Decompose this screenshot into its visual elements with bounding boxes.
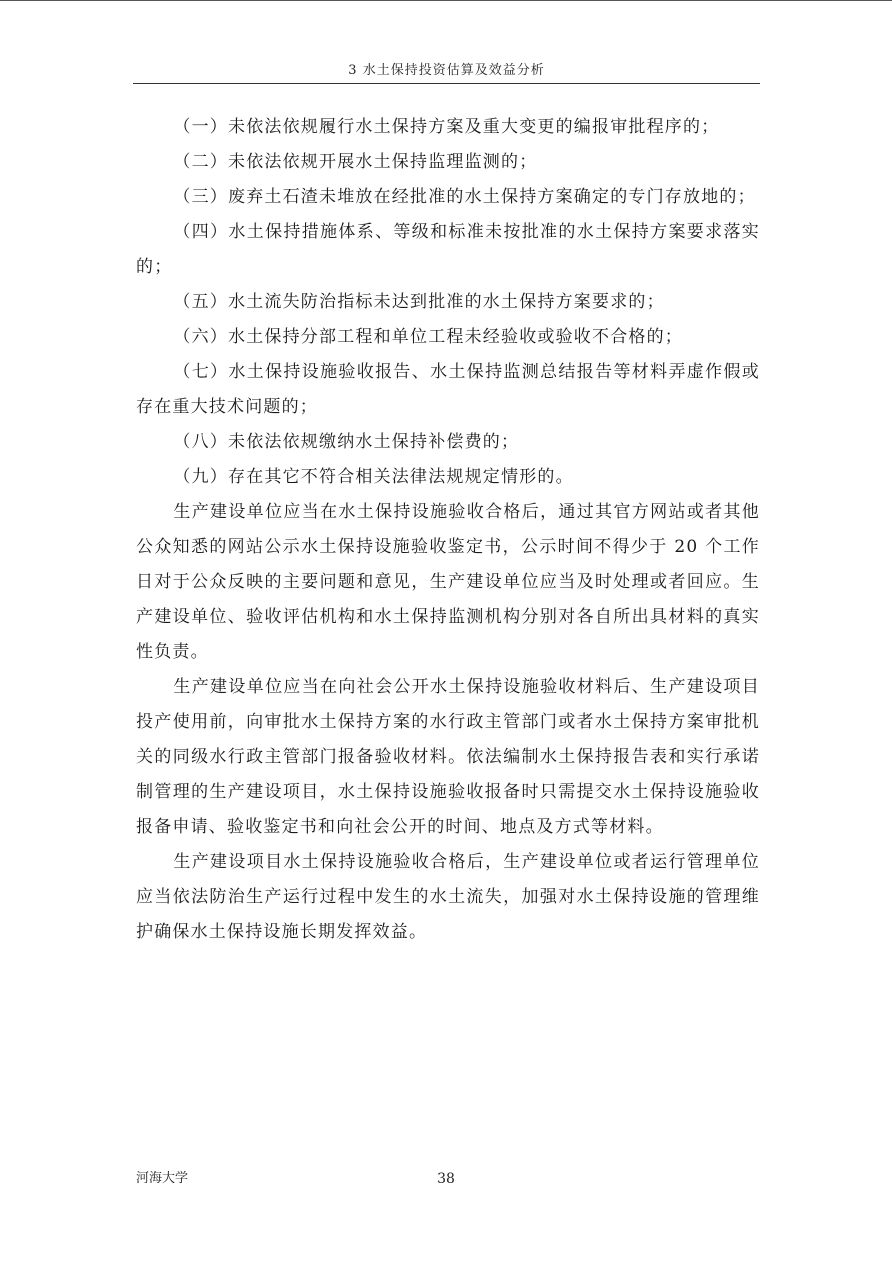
- list-item-9: （九）存在其它不符合相关法律法规规定情形的。: [173, 467, 574, 487]
- list-item-6: （六）水土保持分部工程和单位工程未经验收或验收不合格的；: [173, 327, 683, 347]
- list-item-3: （三）废弃土石渣未堆放在经批准的水土保持方案确定的专门存放地的；: [173, 187, 756, 207]
- list-item-5: （五）水土流失防治指标未达到批准的水土保持方案要求的；: [173, 292, 665, 312]
- list-item-7: （七）水土保持设施验收报告、水土保持监测总结报告等材料弄虚作假或存在重大技术问题的；: [136, 362, 760, 417]
- list-item-2: （二）未依法依规开展水土保持监理监测的；: [173, 152, 538, 172]
- paragraph-maintenance: 生产建设项目水土保持设施验收合格后，生产建设单位或者运行管理单位应当依法防治生产运行过程中发生的水土流失，加强对水土保持设施的管理维护确保水土保持设施长期发挥效益。: [136, 852, 760, 942]
- page-number: 38: [437, 1171, 455, 1187]
- page-body: [136, 110, 760, 950]
- footer-institution: 河海大学: [136, 1171, 189, 1186]
- list-item-1: （一）未依法依规履行水土保持方案及重大变更的编报审批程序的；: [173, 117, 720, 137]
- list-item-4: （四）水土保持措施体系、等级和标准未按批准的水土保持方案要求落实的；: [136, 222, 760, 277]
- list-item-8: （八）未依法依规缴纳水土保持补偿费的；: [173, 432, 520, 452]
- page-top-border: [0, 0, 892, 1]
- header-rule: [133, 83, 760, 84]
- paragraph-filing: 生产建设单位应当在向社会公开水土保持设施验收材料后、生产建设项目投产使用前，向审批水土保持方案的水行政主管部门或者水土保持方案审批机关的同级水行政主管部门报备验收材料。依法编制水土保持报告表和实行承诺制管理的生产建设项目，水土保持设施验收报备时只需提交水土保持设施验收报备申请、验收鉴定书和向社会公开的时间、地点及方式等材料。: [136, 677, 760, 837]
- paragraph-publicity: 生产建设单位应当在水土保持设施验收合格后，通过其官方网站或者其他公众知悉的网站公示水土保持设施验收鉴定书，公示时间不得少于 20 个工作日对于公众反映的主要问题和意见，生产建设单位应当及时处理或者回应。生产建设单位、验收评估机构和水土保持监测机构分别对各自所出具材料的真实性负责。: [136, 502, 760, 662]
- running-header: 3 水土保持投资估算及效益分析: [348, 63, 545, 78]
